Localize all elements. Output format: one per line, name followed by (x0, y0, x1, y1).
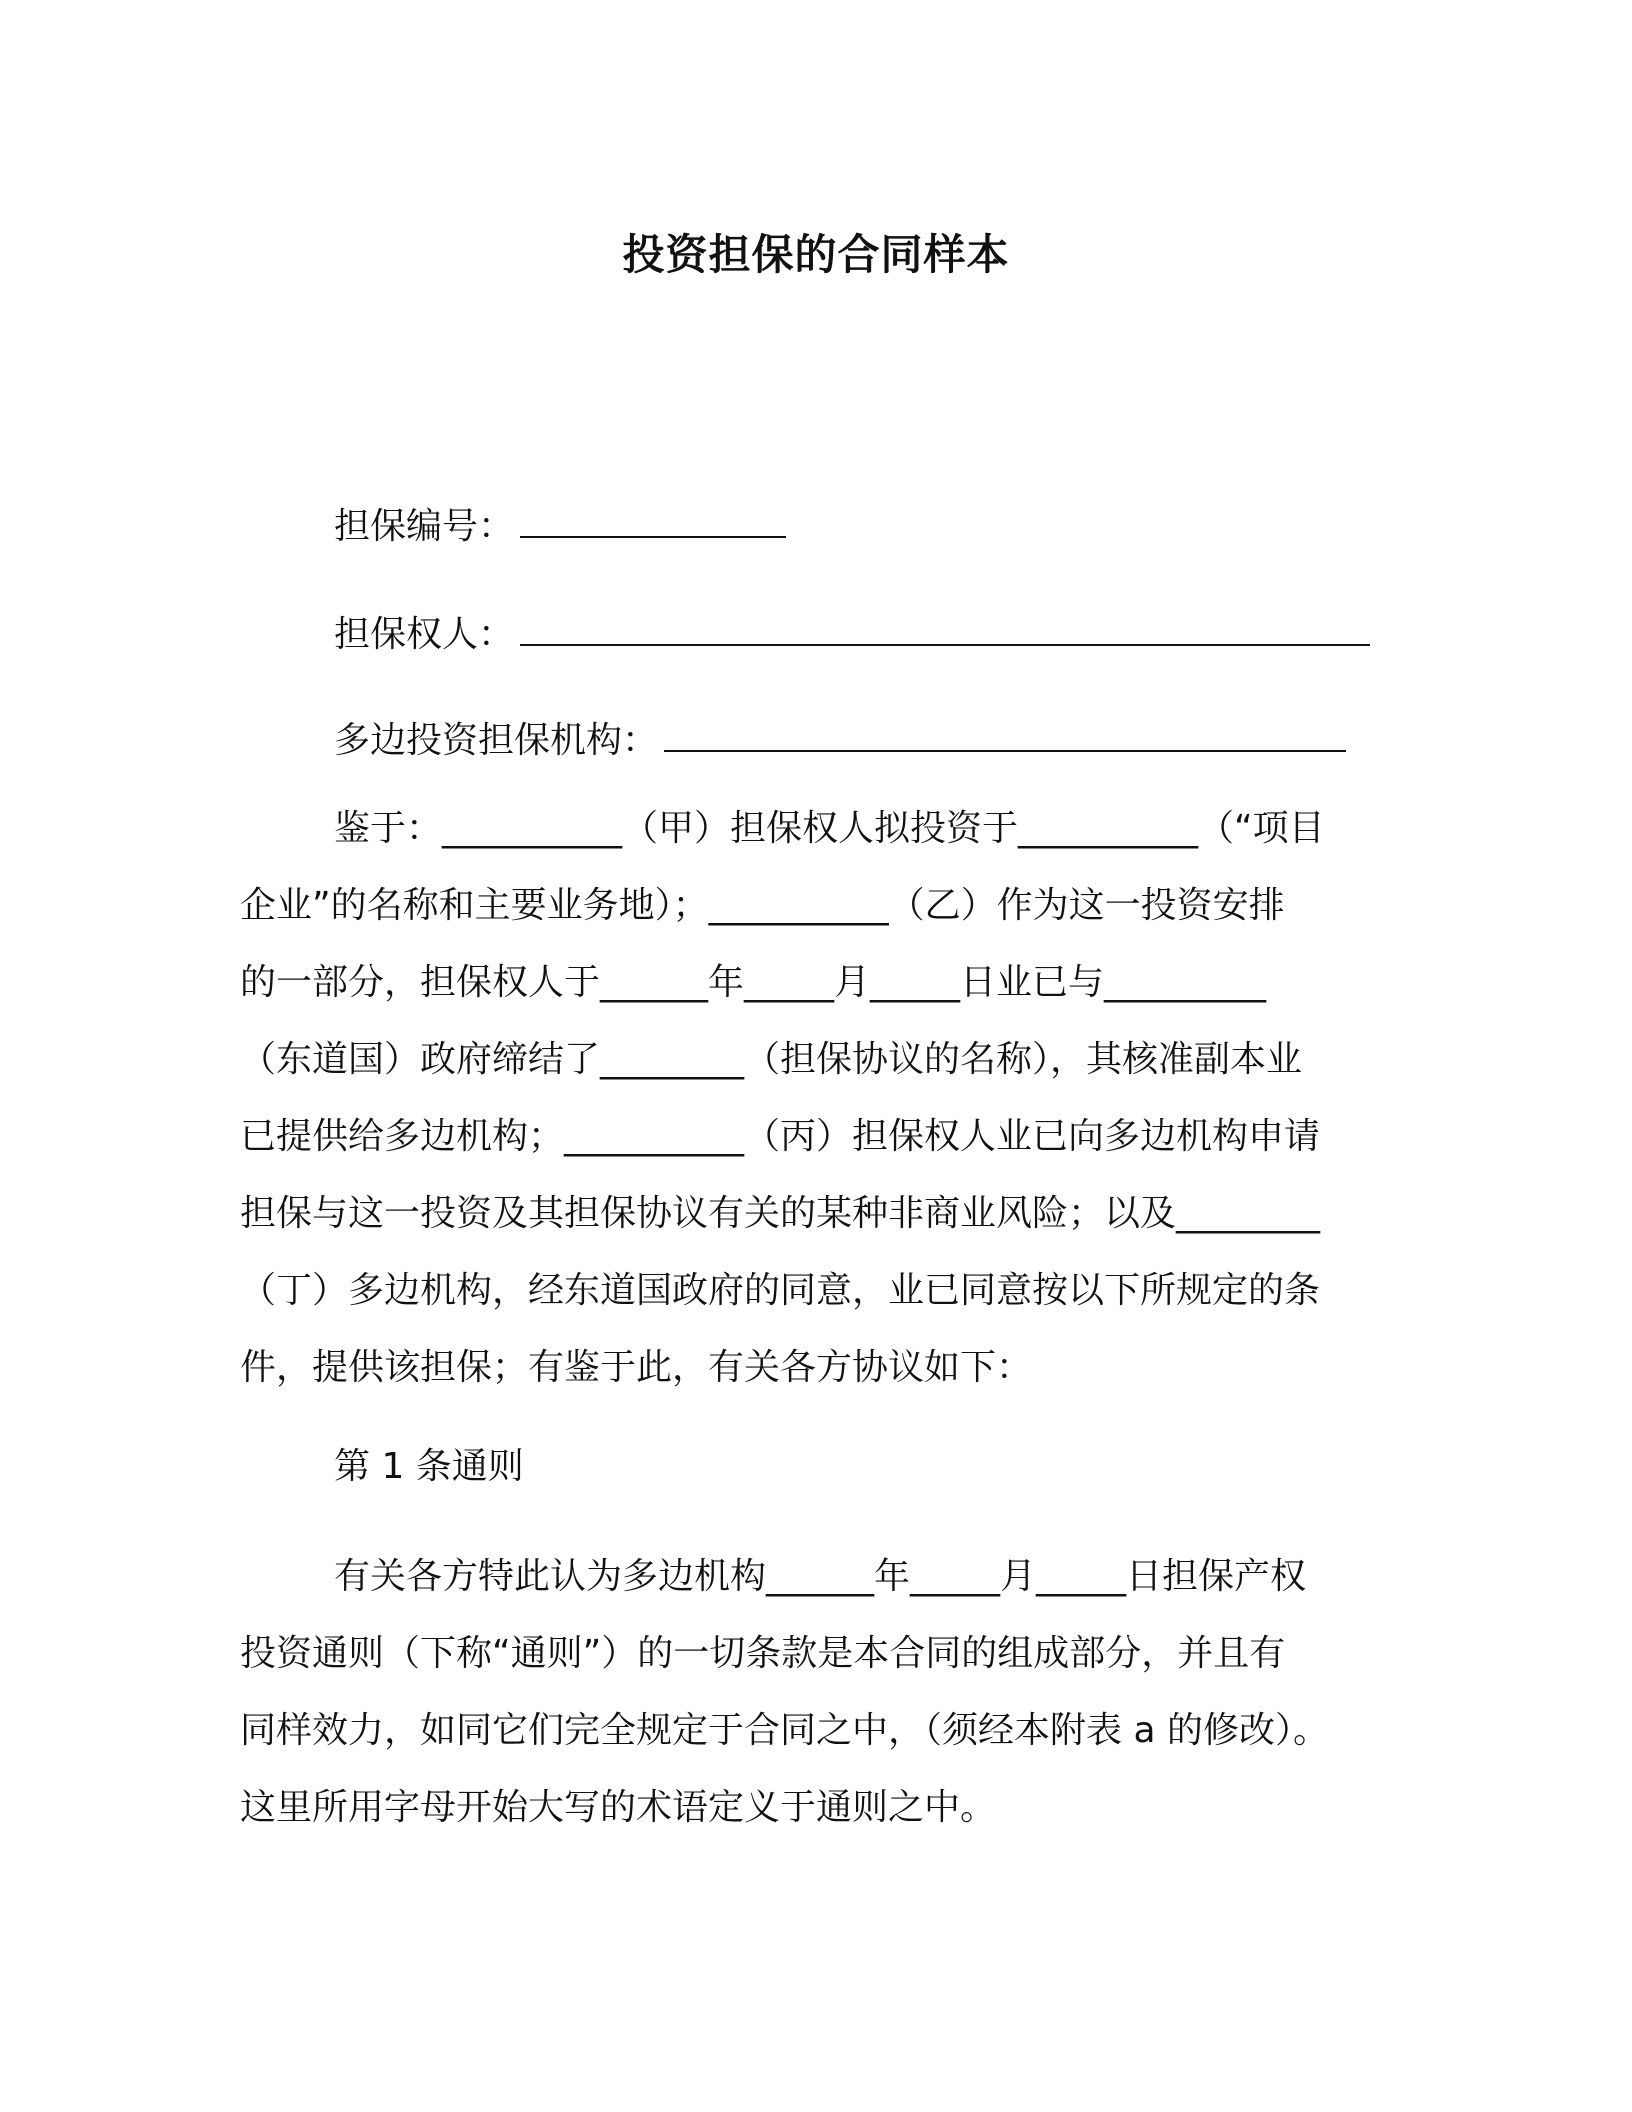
guarantee-holder-field (334, 606, 1370, 657)
article-1-line: 同样效力，如同它们完全规定于合同之中，（须经本附表 a 的修改）。 (240, 1710, 1329, 1751)
recital-line: 担保与这一投资及其担保协议有关的某种非商业风险；以及________ (240, 1193, 1321, 1234)
recital-line: 企业”的名称和主要业务地）；__________（乙）作为这一投资安排 (240, 885, 1285, 926)
recital-line: 鉴于：__________（甲）担保权人拟投资于__________（“项目 (334, 808, 1325, 849)
document-title: 投资担保的合同样本 (622, 230, 1010, 279)
article-1-line: 有关各方特此认为多边机构______年_____月_____日担保产权 (334, 1556, 1307, 1597)
recital-line: 件，提供该担保；有鉴于此，有关各方协议如下： (240, 1347, 1033, 1388)
guarantee-number-blank (520, 506, 786, 538)
guarantee-number-label: 担保编号： (334, 506, 515, 547)
article-1-paragraph (240, 1538, 1382, 1846)
article-1-line: 这里所用字母开始大写的术语定义于通则之中。 (240, 1787, 997, 1828)
guarantee-agency-blank (664, 720, 1346, 752)
article-1-line: 投资通则（下称“通则”）的一切条款是本合同的组成部分，并且有 (240, 1633, 1286, 1674)
guarantee-holder-blank (520, 614, 1370, 646)
recital-line: 已提供给多边机构；__________（丙）担保权人业已向多边机构申请 (240, 1116, 1321, 1157)
recital-line: 的一部分，担保权人于______年_____月_____日业已与_________ (240, 962, 1267, 1003)
article-1-heading: 第 1 条通则 (334, 1446, 524, 1487)
recital-paragraph (240, 790, 1382, 1406)
recital-line: （丁）多边机构，经东道国政府的同意，业已同意按以下所规定的条 (240, 1270, 1321, 1311)
guarantee-holder-label: 担保权人： (334, 614, 515, 655)
recital-line: （东道国）政府缔结了________（担保协议的名称），其核准副本业 (240, 1039, 1303, 1080)
guarantee-agency-label: 多边投资担保机构： (334, 720, 659, 761)
guarantee-agency-field (334, 712, 1346, 763)
guarantee-number-field (334, 498, 786, 549)
